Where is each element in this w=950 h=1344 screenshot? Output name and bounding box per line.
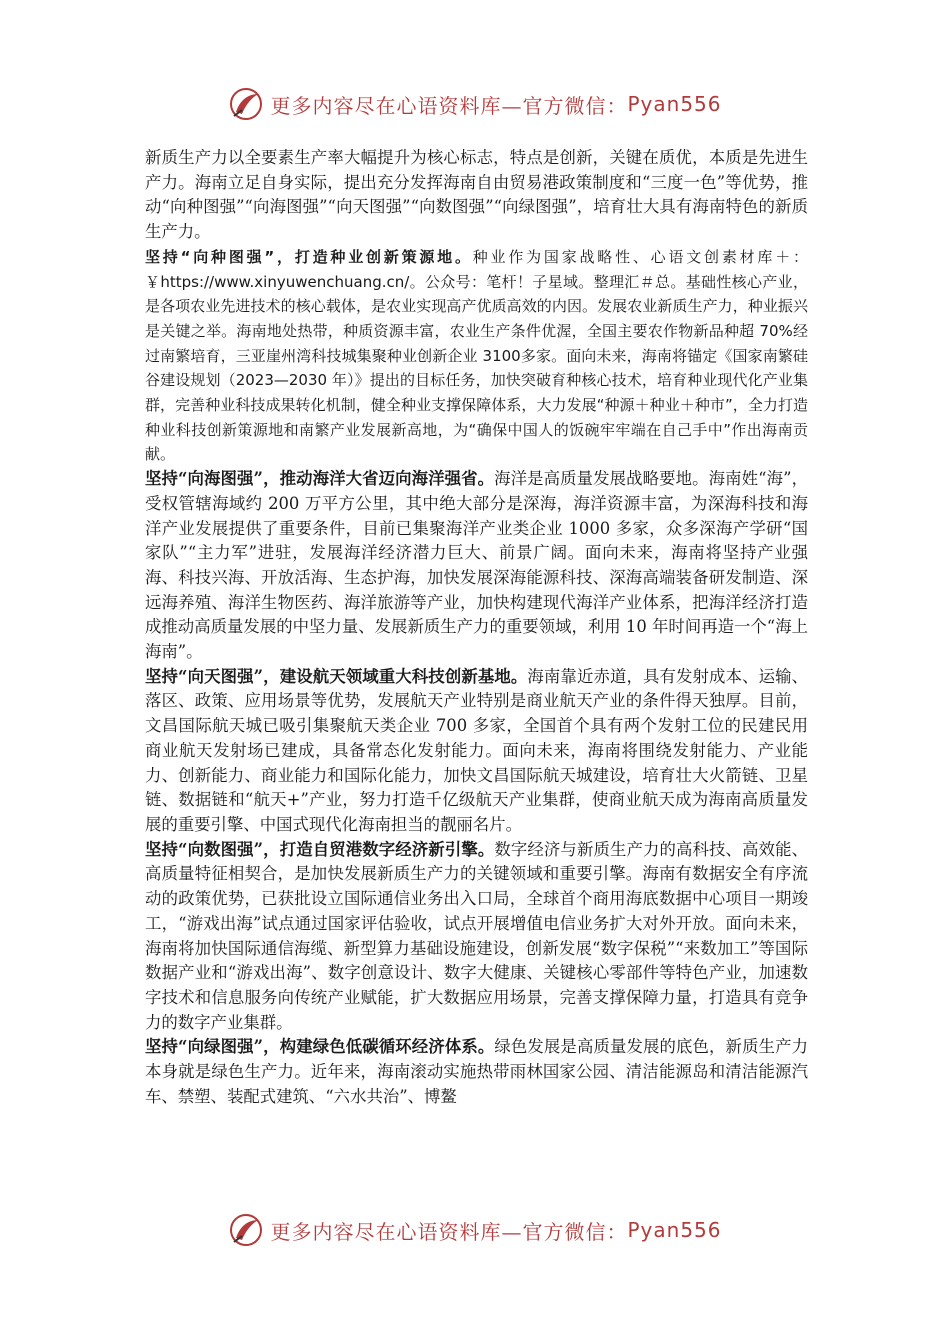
banner-wechat-id: Pyan556	[627, 1218, 722, 1242]
article-body	[145, 146, 808, 1109]
paragraph-lead: 坚持“向海图强”，推动海洋大省迈向海洋强省。	[145, 469, 495, 489]
paragraph-green	[145, 1035, 808, 1109]
banner-wechat-id: Pyan556	[627, 92, 722, 116]
paragraph-seed	[145, 245, 808, 467]
header-banner	[0, 84, 950, 124]
paragraph-lead: 坚持“向天图强”，建设航天领域重大科技创新基地。	[145, 666, 528, 686]
paragraph-intro	[145, 146, 808, 245]
paragraph-space	[145, 665, 808, 838]
paragraph-text: 绿色发展是高质量发展的底色，新质生产力本身就是绿色生产力。近年来，海南滚动实施热带雨林国家公园、清洁能源岛和清洁能源汽车、禁塑、装配式建筑、“六水共治”、博鳌	[145, 1037, 809, 1106]
paragraph-text: 种业作为国家战略性、心语文创素材库＋：￥https://www.xinyuwenchuang.cn/。公众号：笔杆！子星域。整理汇＃总。基础性核心产业，是各项农业先进技术的核心载体，是农业实现高产优质高效的内因。发展农业新质生产力，种业振兴是关键之举。海南地处热带，种质资源丰富，农业生产条件优渥，全国主要农作物新品种超 70%经过南繁培育，三亚崖州湾科技城集聚种业创新企业 3100多家。面向未来，海南将锚定《国家南繁硅谷建设规划（2023—2030 年）》提出的目标任务，加快突破育种核心技术，培育种业现代化产业集群，完善种业科技成果转化机制，健全种业支撑保障体系，大力发展“种源＋种业＋种市”，全力打造种业科技创新策源地和南繁产业发展新高地，为“确保中国人的饭碗牢牢端在自己手中”作出海南贡献。	[145, 247, 808, 464]
banner-text: 更多内容尽在心语资料库—官方微信：	[270, 93, 628, 118]
paragraph-lead: 坚持“向种图强”，打造种业创新策源地。	[145, 247, 473, 266]
paragraph-digital	[145, 838, 808, 1036]
paragraph-lead: 坚持“向绿图强”，构建绿色低碳循环经济体系。	[145, 1037, 495, 1057]
brand-logo-icon	[228, 86, 264, 122]
paragraph-text: 数字经济与新质生产力的高科技、高效能、高质量特征相契合，是加快发展新质生产力的关键领域和重要引擎。海南有数据安全有序流动的政策优势，已获批设立国际通信业务出入口局，全球首个商用海底数据中心项目一期竣工，“游戏出海”试点通过国家评估验收，试点开展增值电信业务扩大对外开放。面向未来，海南将加快国际通信海缆、新型算力基础设施建设，创新发展“数字保税”“来数加工”等国际数据产业和“游戏出海”、数字创意设计、数字大健康、关键核心零部件等特色产业，加速数字技术和信息服务向传统产业赋能，扩大数据应用场景，完善支撑保障力量，打造具有竞争力的数字产业集群。	[145, 839, 809, 1032]
paragraph-lead: 坚持“向数图强”，打造自贸港数字经济新引擎。	[145, 839, 495, 859]
brand-logo-icon	[228, 1212, 264, 1248]
footer-banner	[0, 1210, 950, 1250]
paragraph-text: 新质生产力以全要素生产率大幅提升为核心标志，特点是创新，关键在质优，本质是先进生产力。海南立足自身实际，提出充分发挥海南自由贸易港政策制度和“三度一色”等优势，推动“向种图强”“向海图强”“向天图强”“向数图强”“向绿图强”，培育壮大具有海南特色的新质生产力。	[145, 148, 808, 242]
banner-text: 更多内容尽在心语资料库—官方微信：	[270, 1219, 628, 1244]
paragraph-text: 海南靠近赤道，具有发射成本、运输、落区、政策、应用场景等优势，发展航天产业特别是商业航天产业的条件得天独厚。目前，文昌国际航天城已吸引集聚航天类企业 700 多家，全国首个具有两个发射工位的民建民用商业航天发射场已建成，具备常态化发射能力。面向未来，海南将围绕发射能力、产业能力、创新能力、商业能力和国际化能力，加快文昌国际航天城建设，培育壮大火箭链、卫星链、数据链和“航天+”产业，努力打造千亿级航天产业集群，使商业航天成为海南高质量发展的重要引擎、中国式现代化海南担当的靓丽名片。	[145, 666, 809, 834]
paragraph-ocean	[145, 467, 808, 665]
paragraph-text: 海洋是高质量发展战略要地。海南姓“海”，受权管辖海域约 200 万平方公里，其中绝大部分是深海，海洋资源丰富，为深海科技和海洋产业发展提供了重要条件，目前已集聚海洋产业类企业 1000 多家，众多深海产学研“国家队”“主力军”进驻，发展海洋经济潜力巨大、前景广阔。面向未来，海南将坚持产业强海、科技兴海、开放活海、生态护海，加快发展深海能源科技、深海高端装备研发制造、深远海养殖、海洋生物医药、海洋旅游等产业，加快构建现代海洋产业体系，把海洋经济打造成推动高质量发展的中坚力量、发展新质生产力的重要领域，利用 10 年时间再造一个“海上海南”。	[145, 469, 808, 662]
